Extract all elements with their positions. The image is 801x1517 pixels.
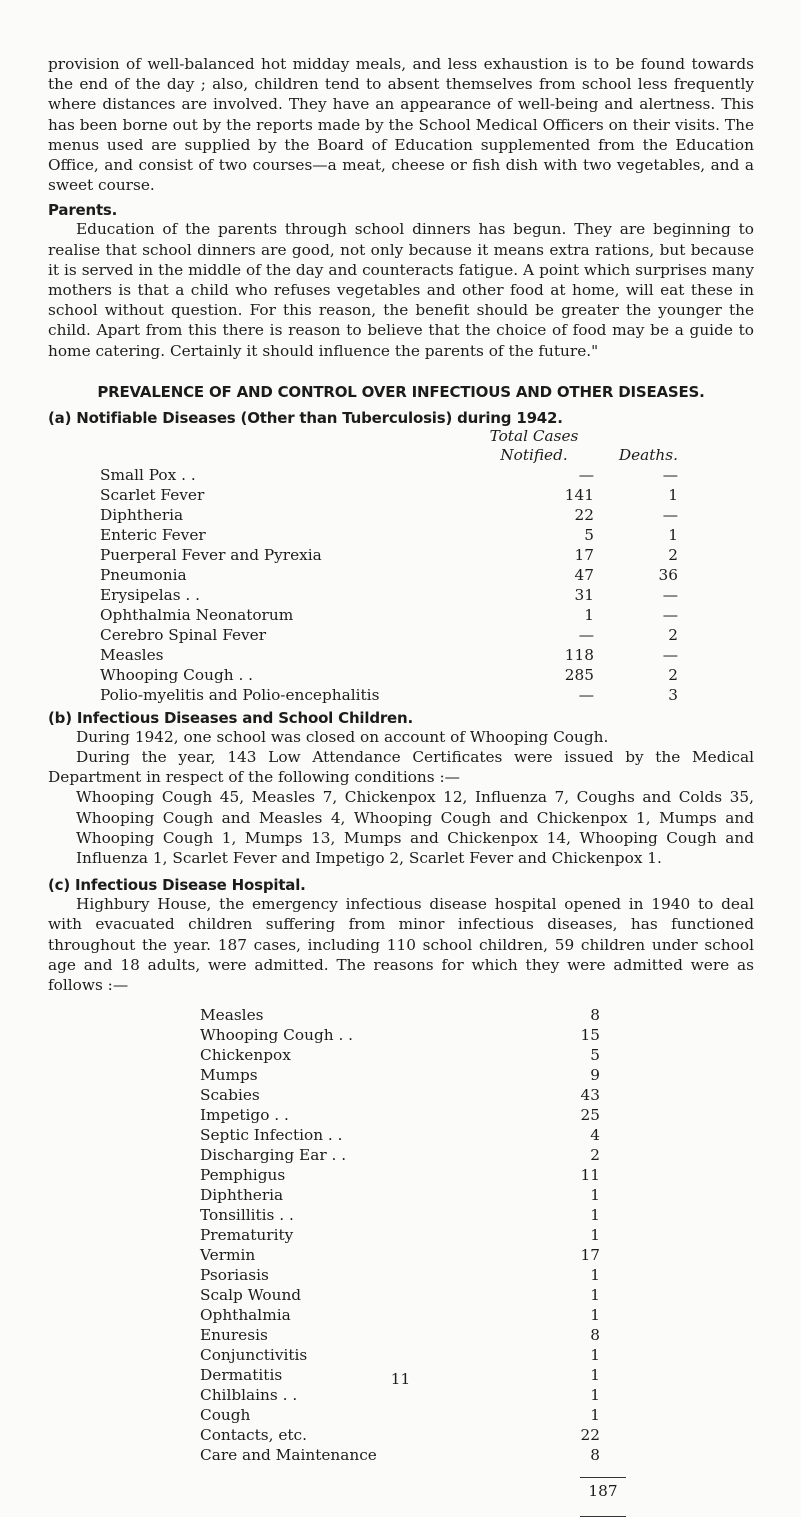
- admission-reason: Diphtheria: [200, 1186, 284, 1205]
- deaths: —: [662, 505, 678, 524]
- table-row: [200, 1025, 600, 1045]
- deaths: 1: [668, 525, 678, 544]
- admission-reason: Chilblains . .: [200, 1386, 298, 1405]
- table-row: [200, 1385, 600, 1405]
- admission-reason: Dermatitis: [200, 1366, 283, 1385]
- cases-notified: 118: [564, 645, 594, 664]
- admission-count: 11: [580, 1166, 600, 1185]
- table-row: [100, 665, 678, 685]
- cases-notified: 47: [574, 565, 594, 584]
- hospital-heading: (c) Infectious Disease Hospital.: [48, 876, 306, 895]
- admission-count: 1: [590, 1386, 600, 1405]
- disease-name: Measles: [100, 645, 164, 664]
- admission-count: 1: [590, 1266, 600, 1285]
- notifiable-diseases-table: [100, 427, 678, 705]
- disease-name: Enteric Fever: [100, 525, 206, 544]
- admission-count: 1: [590, 1226, 600, 1245]
- deaths: 2: [668, 665, 678, 684]
- admission-reason: Tonsillitis . .: [200, 1206, 294, 1225]
- admission-count: 43: [580, 1086, 600, 1105]
- table-row: [100, 605, 678, 625]
- table-row: [100, 465, 678, 485]
- cases-notified: 141: [564, 485, 594, 504]
- school-paragraph-1: During 1942, one school was closed on account of Whooping Cough.: [76, 727, 609, 746]
- admission-reason: Septic Infection . .: [200, 1126, 343, 1145]
- deaths: 2: [668, 545, 678, 564]
- cases-notified: 31: [574, 585, 594, 604]
- admission-reason: Measles: [200, 1006, 264, 1025]
- admission-reason: Cough: [200, 1406, 251, 1425]
- admission-reason: Contacts, etc.: [200, 1426, 307, 1445]
- cases-notified: 285: [564, 665, 594, 684]
- page-number: 11: [390, 1370, 411, 1388]
- table-row: [100, 625, 678, 645]
- table-row: [200, 1005, 600, 1025]
- parents-paragraph: Education of the parents through school dinners has begun. They are beginning to realise that school dinners are good, not only because it means extra rations, but because it is served in the middle of the day and counteracts fatigue. A point which surprises many mothers is that a child who refuses vegetables and other food at home, will eat these in school without question. For this reason, the benefit should be greater the younger the child. Apart from this there is reason to believe that the choice of food may be a guide to home catering. Certainly it should influence the parents of the future.": [48, 220, 754, 360]
- total-rule-top: [580, 1477, 626, 1478]
- disease-name: Scarlet Fever: [100, 485, 205, 504]
- table-row: [100, 645, 678, 665]
- admission-reason: Mumps: [200, 1066, 258, 1085]
- cases-notified: 5: [584, 525, 594, 544]
- admission-count: 1: [590, 1286, 600, 1305]
- admission-reason: Chickenpox: [200, 1046, 291, 1065]
- deaths: —: [662, 585, 678, 604]
- admission-count: 1: [590, 1186, 600, 1205]
- school-heading: (b) Infectious Diseases and School Children.: [48, 708, 413, 727]
- intro-paragraph: provision of well-balanced hot midday meals, and less exhaustion is to be found towards the end of the day ; also, children tend to absent themselves from school less frequently where distances are involved. They have an appearance of well-being and alertness. This has been borne out by the reports made by the School Medical Officers on their visits. The menus used are supplied by the Board of Education supplemented from the Education Office, and consist of two courses—a meat, cheese or fish dish with two vegetables, and a sweet course.: [48, 55, 754, 195]
- cases-notified: 22: [574, 505, 594, 524]
- parents-heading: Parents.: [48, 201, 118, 220]
- admission-count: 8: [590, 1446, 600, 1465]
- admission-count: 1: [590, 1206, 600, 1225]
- admission-count: 8: [590, 1006, 600, 1025]
- cases-notified: —: [578, 625, 594, 644]
- table-row: [100, 485, 678, 505]
- cases-notified: 1: [584, 605, 594, 624]
- admission-reason: Discharging Ear . .: [200, 1146, 347, 1165]
- notifiable-heading: (a) Notifiable Diseases (Other than Tuberculosis) during 1942.: [48, 408, 563, 427]
- admission-count: 1: [590, 1346, 600, 1365]
- table-row: [200, 1125, 600, 1145]
- table-row: [200, 1305, 600, 1325]
- table-row: [100, 585, 678, 605]
- admission-count: 2: [590, 1146, 600, 1165]
- admission-count: 17: [580, 1246, 600, 1265]
- admission-count: 15: [580, 1026, 600, 1045]
- school-paragraph-2: During the year, 143 Low Attendance Certificates were issued by the Medical Department in respect of the following conditions :—: [48, 748, 754, 787]
- table-row: [200, 1265, 600, 1285]
- admission-reason: Impetigo . .: [200, 1106, 289, 1125]
- deaths: 3: [668, 685, 678, 704]
- cases-notified: —: [578, 465, 594, 484]
- admission-reason: Vermin: [200, 1246, 256, 1265]
- table-row: [200, 1325, 600, 1345]
- table-row: [200, 1425, 600, 1445]
- deaths: —: [662, 465, 678, 484]
- admission-reason: Whooping Cough . .: [200, 1026, 354, 1045]
- table-row: [200, 1185, 600, 1205]
- admissions-total: 187: [588, 1482, 618, 1501]
- admission-count: 1: [590, 1406, 600, 1425]
- admission-count: 22: [580, 1426, 600, 1445]
- hospital-paragraph: Highbury House, the emergency infectious disease hospital opened in 1940 to deal with evacuated children suffering from minor infectious diseases, has functioned throughout the year. 187 cases, including 110 school children, 59 children under school age and 18 adults, were admitted. The reasons for which they were admitted were as follows :—: [48, 895, 754, 995]
- table-row: [100, 685, 678, 705]
- table-row: [200, 1205, 600, 1225]
- deaths: —: [662, 645, 678, 664]
- admission-reason: Psoriasis: [200, 1266, 269, 1285]
- admission-reason: Scalp Wound: [200, 1286, 302, 1305]
- deaths: 36: [658, 565, 678, 584]
- disease-name: Erysipelas . .: [100, 585, 201, 604]
- table-row: [200, 1045, 600, 1065]
- disease-name: Puerperal Fever and Pyrexia: [100, 545, 322, 564]
- admission-reason: Ophthalmia: [200, 1306, 291, 1325]
- deaths: 1: [668, 485, 678, 504]
- table-row: [200, 1225, 600, 1245]
- admission-reason: Care and Maintenance: [200, 1446, 377, 1465]
- admission-count: 9: [590, 1066, 600, 1085]
- admission-reason: Conjunctivitis: [200, 1346, 308, 1365]
- table-row: [200, 1405, 600, 1425]
- admission-reason: Scabies: [200, 1086, 260, 1105]
- admission-count: 4: [590, 1126, 600, 1145]
- col-header-notified: Notified.: [500, 445, 568, 464]
- deaths: —: [662, 605, 678, 624]
- table-row: [200, 1165, 600, 1185]
- col-header-deaths: Deaths.: [618, 445, 678, 464]
- disease-name: Pneumonia: [100, 565, 187, 584]
- table-row: [200, 1105, 600, 1125]
- admission-count: 8: [590, 1326, 600, 1345]
- table-row: [200, 1085, 600, 1105]
- disease-name: Cerebro Spinal Fever: [100, 625, 267, 644]
- admission-count: 1: [590, 1306, 600, 1325]
- table-row: [200, 1145, 600, 1165]
- table-row: [200, 1345, 600, 1365]
- table-row: [100, 525, 678, 545]
- disease-name: Small Pox . .: [100, 465, 196, 484]
- table-row: [200, 1245, 600, 1265]
- table-row: [200, 1445, 600, 1465]
- table-row: [200, 1285, 600, 1305]
- table-row: [100, 565, 678, 585]
- deaths: 2: [668, 625, 678, 644]
- document-page: [48, 54, 754, 1517]
- disease-name: Polio-myelitis and Polio-encephalitis: [100, 685, 380, 704]
- admission-reason: Pemphigus: [200, 1166, 286, 1185]
- admissions-table: [200, 1005, 600, 1465]
- disease-name: Ophthalmia Neonatorum: [100, 605, 294, 624]
- table-row: [200, 1065, 600, 1085]
- school-conditions-paragraph: Whooping Cough 45, Measles 7, Chickenpox 12, Influenza 7, Coughs and Colds 35, Whooping Cough and Measles 4, Whooping Cough and Chickenpox 1, Mumps and Whooping Cough 1, Mumps 13, Mumps and Chickenpox 14, Whooping Cough and Influenza 1, Scarlet Fever and Impetigo 2, Scarlet Fever and Chickenpox 1.: [76, 788, 754, 868]
- disease-name: Diphtheria: [100, 505, 184, 524]
- table-row: [100, 545, 678, 565]
- col-header-total-cases: Total Cases: [489, 426, 579, 445]
- admission-reason: Prematurity: [200, 1226, 294, 1245]
- cases-notified: 17: [574, 545, 594, 564]
- cases-notified: —: [578, 685, 594, 704]
- table-row: [100, 505, 678, 525]
- section-title: PREVALENCE OF AND CONTROL OVER INFECTIOUS AND OTHER DISEASES.: [97, 382, 705, 401]
- admission-count: 5: [590, 1046, 600, 1065]
- admission-reason: Enuresis: [200, 1326, 268, 1345]
- admission-count: 25: [580, 1106, 600, 1125]
- disease-name: Whooping Cough . .: [100, 665, 254, 684]
- admission-count: 1: [590, 1366, 600, 1385]
